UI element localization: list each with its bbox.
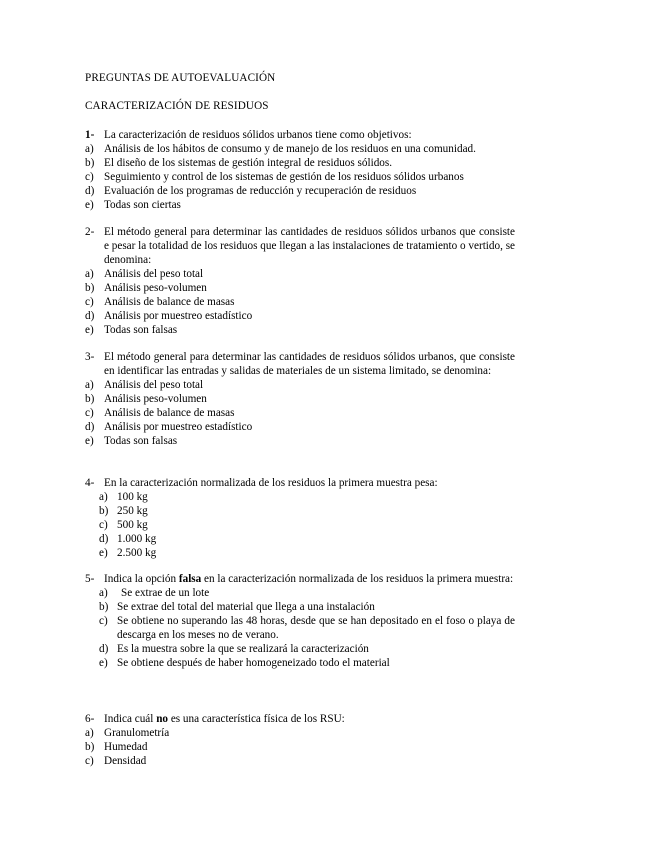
option-label: c) bbox=[85, 407, 94, 419]
option-label: c) bbox=[85, 755, 94, 767]
option-a bbox=[85, 586, 515, 600]
question-6 bbox=[85, 712, 515, 768]
option-label: a) bbox=[85, 268, 94, 280]
option-text: 500 kg bbox=[117, 519, 148, 531]
option-label: e) bbox=[85, 435, 94, 447]
option-text: Análisis del peso total bbox=[104, 268, 204, 280]
option-a bbox=[85, 726, 515, 740]
option-b bbox=[85, 504, 515, 518]
option-text: Todas son falsas bbox=[104, 435, 178, 447]
option-c bbox=[85, 295, 515, 309]
option-d bbox=[85, 420, 515, 434]
option-label: b) bbox=[85, 157, 95, 169]
option-label: d) bbox=[85, 185, 95, 197]
option-text: Análisis peso-volumen bbox=[104, 282, 207, 294]
option-label: d) bbox=[85, 310, 95, 322]
option-label: e) bbox=[85, 324, 94, 336]
option-text: Todas son falsas bbox=[104, 324, 178, 336]
option-b bbox=[85, 740, 515, 754]
question-number: 3- bbox=[85, 351, 95, 363]
option-text: Análisis de balance de masas bbox=[104, 296, 235, 308]
option-b bbox=[85, 156, 515, 170]
option-e bbox=[85, 323, 515, 337]
option-a bbox=[85, 490, 515, 504]
option-text: Se obtiene no superando las 48 horas, desde que se han depositado en el foso o playa de descarga en los meses no de verano. bbox=[117, 615, 515, 641]
option-text: 2.500 kg bbox=[117, 547, 157, 559]
option-label: d) bbox=[99, 643, 109, 655]
question-text: En la caracterización normalizada de los residuos la primera muestra pesa: bbox=[104, 477, 438, 489]
option-label: a) bbox=[99, 587, 108, 599]
option-text: Seguimiento y control de los sistemas de gestión de los residuos sólidos urbanos bbox=[104, 171, 464, 183]
option-e bbox=[85, 656, 515, 670]
option-a bbox=[85, 378, 515, 392]
option-text: Análisis por muestreo estadístico bbox=[104, 310, 253, 322]
question-text: El método general para determinar las cantidades de residuos sólidos urbanos, que consiste en identificar las entradas y salidas de materiales de un sistema limitado, se denomina: bbox=[104, 351, 515, 377]
option-c bbox=[85, 754, 515, 768]
option-d bbox=[85, 184, 515, 198]
option-b bbox=[85, 392, 515, 406]
option-c bbox=[85, 406, 515, 420]
page-title: PREGUNTAS DE AUTOEVALUACIÓN bbox=[85, 72, 276, 84]
option-label: a) bbox=[85, 379, 94, 391]
option-b bbox=[85, 281, 515, 295]
option-text: Se extrae del total del material que llega a una instalación bbox=[117, 601, 375, 613]
option-text: Análisis por muestreo estadístico bbox=[104, 421, 253, 433]
option-text: Todas son ciertas bbox=[104, 199, 181, 211]
question-3 bbox=[85, 350, 515, 448]
option-label: b) bbox=[99, 505, 109, 517]
option-text: Análisis de balance de masas bbox=[104, 407, 235, 419]
option-label: a) bbox=[99, 491, 108, 503]
option-label: b) bbox=[85, 282, 95, 294]
question-2 bbox=[85, 225, 515, 337]
option-label: b) bbox=[85, 393, 95, 405]
question-4 bbox=[85, 476, 515, 560]
option-text: 250 kg bbox=[117, 505, 148, 517]
option-d bbox=[85, 309, 515, 323]
option-text: Análisis del peso total bbox=[104, 379, 204, 391]
option-label: e) bbox=[99, 547, 108, 559]
option-text: Granulometría bbox=[104, 727, 170, 739]
option-text: Se extrae de un lote bbox=[121, 587, 210, 599]
option-label: a) bbox=[85, 727, 94, 739]
option-label: d) bbox=[99, 533, 109, 545]
option-e bbox=[85, 434, 515, 448]
option-e bbox=[85, 198, 515, 212]
option-text: Análisis peso-volumen bbox=[104, 393, 207, 405]
question-text: La caracterización de residuos sólidos urbanos tiene como objetivos: bbox=[104, 129, 412, 141]
option-text: Humedad bbox=[104, 741, 148, 753]
question-text: Indica cuál no es una característica física de los RSU: bbox=[104, 713, 345, 725]
emphasis-word: no bbox=[156, 713, 169, 725]
question-1 bbox=[85, 128, 515, 212]
option-e bbox=[85, 546, 515, 560]
question-number: 5- bbox=[85, 573, 95, 585]
emphasis-word: falsa bbox=[178, 573, 202, 585]
option-label: e) bbox=[99, 657, 108, 669]
option-text: 100 kg bbox=[117, 491, 148, 503]
option-label: b) bbox=[99, 601, 109, 613]
question-number: 1- bbox=[85, 129, 95, 141]
option-d bbox=[85, 642, 515, 656]
question-number: 6- bbox=[85, 713, 95, 725]
option-label: c) bbox=[99, 615, 108, 627]
option-c bbox=[85, 170, 515, 184]
question-number: 4- bbox=[85, 477, 95, 489]
option-a bbox=[85, 267, 515, 281]
option-label: e) bbox=[85, 199, 94, 211]
option-text: El diseño de los sistemas de gestión integral de residuos sólidos. bbox=[104, 157, 393, 169]
option-label: c) bbox=[85, 296, 94, 308]
question-number: 2- bbox=[85, 226, 95, 238]
question-5 bbox=[85, 572, 515, 670]
option-text: Evaluación de los programas de reducción y recuperación de residuos bbox=[104, 185, 417, 197]
option-label: c) bbox=[99, 519, 108, 531]
option-text: Se obtiene después de haber homogeneizado todo el material bbox=[117, 657, 390, 669]
option-b bbox=[85, 600, 515, 614]
option-c bbox=[85, 518, 515, 532]
option-label: a) bbox=[85, 143, 94, 155]
section-title: CARACTERIZACIÓN DE RESIDUOS bbox=[85, 100, 269, 112]
option-a bbox=[85, 142, 515, 156]
option-text: Es la muestra sobre la que se realizará la caracterización bbox=[117, 643, 369, 655]
option-d bbox=[85, 532, 515, 546]
option-label: b) bbox=[85, 741, 95, 753]
option-text: 1.000 kg bbox=[117, 533, 157, 545]
question-text: Indica la opción falsa en la caracterización normalizada de los residuos la primera muestra: bbox=[104, 573, 514, 585]
option-text: Densidad bbox=[104, 755, 147, 767]
option-label: d) bbox=[85, 421, 95, 433]
option-label: c) bbox=[85, 171, 94, 183]
option-c bbox=[85, 614, 515, 642]
question-text: El método general para determinar las cantidades de residuos sólidos urbanos que consiste e pesar la totalidad de los residuos que llegan a las instalaciones de tratamiento o vertido, se denomina: bbox=[104, 226, 516, 266]
option-text: Análisis de los hábitos de consumo y de manejo de los residuos en una comunidad. bbox=[104, 143, 476, 155]
